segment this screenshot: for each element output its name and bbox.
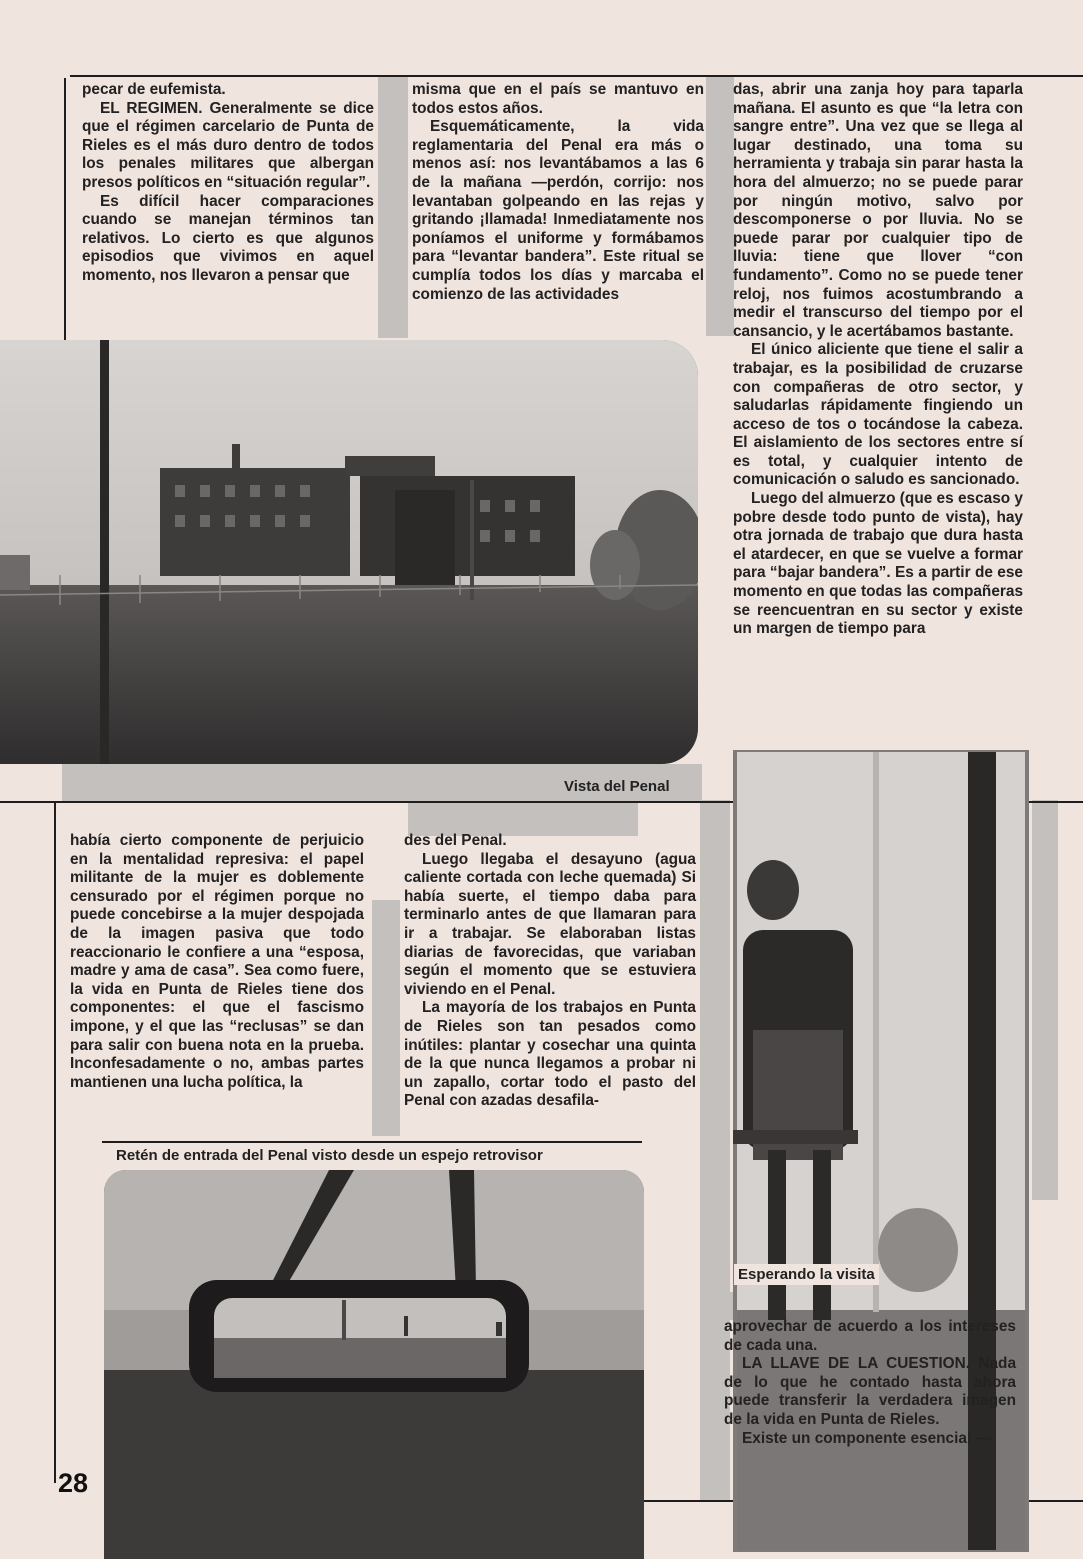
paragraph: Esquemáticamente, la vida reglamentaria del Penal era más o menos así: nos levantábamos a las 6 de la mañana —perdón, corrijo: nos levantaban golpeando en las rejas y gritando ¡llamada! Inmediatamente nos poníamos el uniforme y formábamos para “levantar bandera”. Este ritual se cumplía todos los días y marcaba el comienzo de las actividades [412, 118, 704, 303]
caption-penal: Vista del Penal [564, 778, 670, 795]
caption-mirror: Retén de entrada del Penal visto desde un espejo retrovisor [116, 1147, 543, 1164]
paragraph: des del Penal. [404, 832, 507, 849]
column-3-bottom [724, 1318, 1016, 1448]
paragraph: había cierto componente de perjuicio en la mentalidad represiva: el papel militante de la mujer es doblemente censurado por el régimen porque no puede concebirse a la mujer despojada de la imagen pasiva que todo reaccionario le confiere a una “esposa, madre y ama de casa”. Sea como fuere, la vida en Punta de Rieles tiene dos componentes: el que el fascismo impone, y el que las “reclusas” se dan para salir con buena nota en la prueba. Inconfesadamente o no, ambas partes mantienen una lucha política, la [70, 832, 364, 1091]
paragraph: Luego del almuerzo (que es escaso y pobre desde todo punto de vista), hay otra jornada de trabajo que dura hasta el atardecer, en que se vuelve a formar para “bajar bandera”. Es a partir de ese momento en que todas las compañeras se reencuentran en su sector y existe un margen de tiempo para [733, 490, 1023, 638]
gray-band [408, 802, 638, 836]
paragraph: El único aliciente que tiene el salir a trabajar, es la posibilidad de cruzarse con compañeras de otro sector, y saludarlas rápidamente fingiendo un acceso de tos o tocándose la cabeza. El aislamiento de los sectores entre sí es total, y cualquier intento de comunicación o saludo es sancionado. [733, 341, 1023, 489]
left-rule [64, 78, 66, 340]
column-2-middle [404, 832, 696, 1111]
column-1-top [82, 81, 374, 286]
gray-band [1032, 800, 1058, 1200]
paragraph: pecar de eufemista. [82, 81, 226, 98]
paragraph: La mayoría de los trabajos en Punta de Rieles son tan pesados como inútiles: plantar y cosechar una quinta de la que nunca llegamos a probar ni un zapallo, cortar todo el pasto del Penal con azadas desafila- [404, 999, 696, 1110]
caption-visit: Esperando la visita [734, 1264, 879, 1285]
top-rule [70, 75, 1083, 77]
gray-band [372, 900, 400, 1136]
column-3-top [733, 81, 1023, 639]
penal-photo-art [0, 340, 698, 764]
gray-band [378, 76, 408, 338]
paragraph: misma que en el país se mantuvo en todos estos años. [412, 81, 704, 117]
left-rule-bottom [54, 803, 56, 1483]
mirror-photo [104, 1170, 644, 1559]
column-2-top [412, 81, 704, 304]
gray-band [706, 76, 734, 336]
paragraph: das, abrir una zanja hoy para taparla mañana. El asunto es que “la letra con sangre entre”. Una vez que se llega al lugar destinado, una toma su herramienta y trabaja sin parar hasta la hora del almuerzo; no se puede parar por ningún motivo, salvo por descomponerse o por lluvia. No se puede parar por cualquier tipo de lluvia: tiene que llover “con fundamento”. Como no se puede tener reloj, nos fuimos acostumbrando a medir el transcurso del tiempo por el cansancio, y le acertábamos bastante. [733, 81, 1023, 340]
paragraph: Luego llegaba el desayuno (agua caliente cortada con leche quemada) Si había suerte, el tiempo daba para terminarlo antes de que llamaran para ir a trabajar. Se elaboraban listas diarias de favorecidas, que variaban según el momento que se estuviera viviendo en el Penal. [404, 850, 696, 998]
middle-rule [0, 801, 730, 803]
mirror-photo-art [104, 1170, 644, 1559]
column-1-middle [70, 832, 364, 1092]
paragraph: Existe un componente esencial — [742, 1429, 991, 1447]
penal-photo [0, 340, 698, 764]
paragraph: LA LLAVE DE LA CUESTION. Nada de lo que he contado hasta ahora puede transferir la verdadera imagen de la vida en Punta de Rieles. [724, 1355, 1016, 1428]
paragraph: Es difícil hacer comparaciones cuando se manejan términos tan relativos. Lo cierto es que algunos episodios que vivimos en aquel momento, nos llevaron a pensar que [82, 192, 374, 284]
paragraph: aprovechar de acuerdo a los intereses de cada una. [724, 1318, 1016, 1354]
paragraph: EL REGIMEN. Generalmente se dice que el régimen carcelario de Punta de Rieles es el más duro dentro de todos los penales militares que albergan presos políticos en “situación regular”. [82, 99, 374, 191]
mirror-caption-rule [102, 1141, 642, 1143]
page-number: 28 [58, 1468, 89, 1498]
